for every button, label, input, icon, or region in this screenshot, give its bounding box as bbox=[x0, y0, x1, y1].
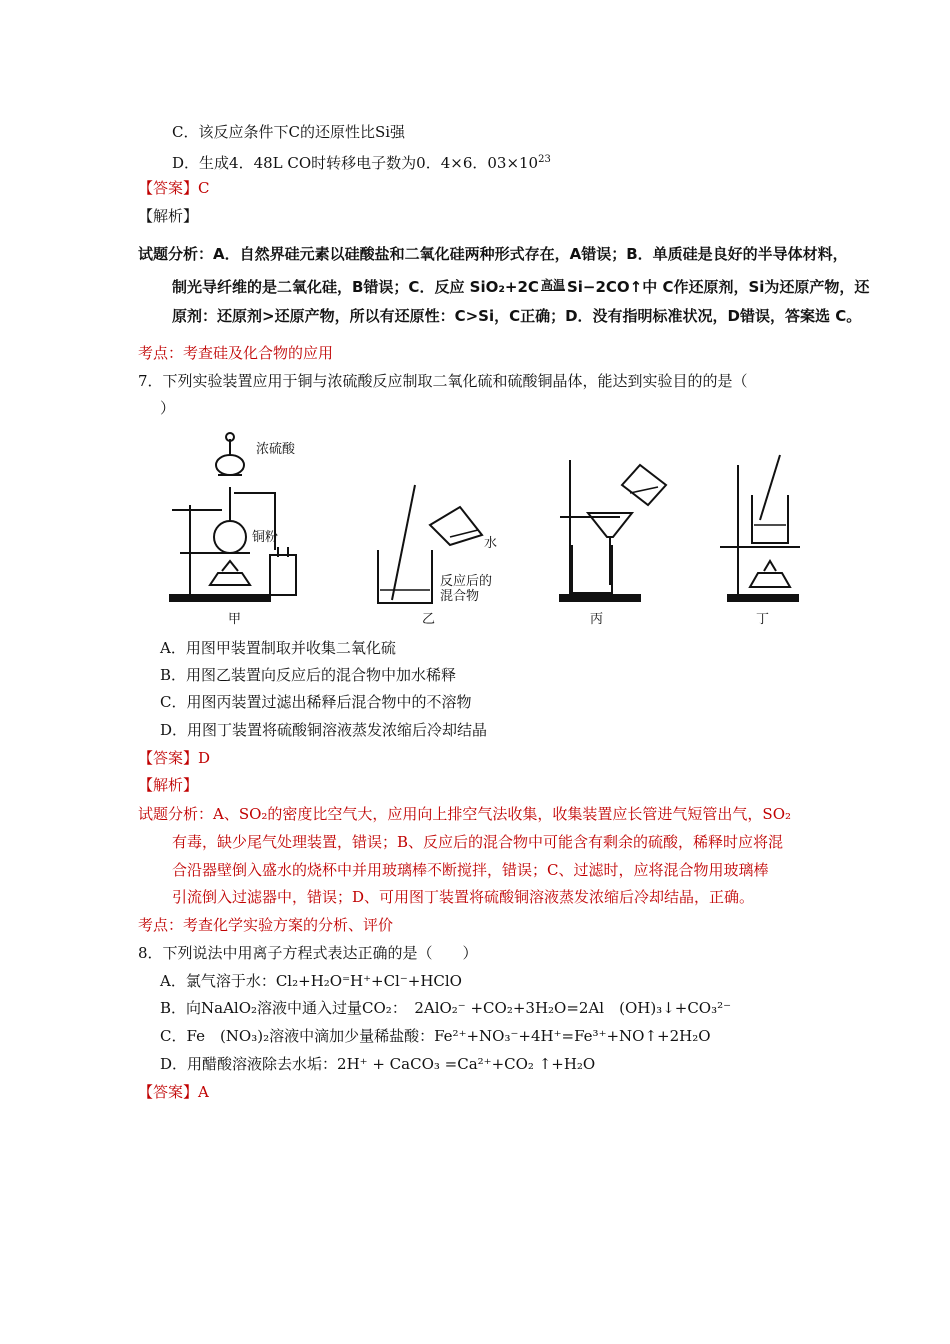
apparatus-jia bbox=[170, 433, 296, 601]
q7-analysis-line-1: 试题分析：A、SO₂的密度比空气大，应用向上排空气法收集，收集装置应长管进气短管出气，SO₂ bbox=[138, 805, 792, 823]
q7-analysis-line-3: 合沿器壁倒入盛水的烧杯中并用玻璃棒不断搅拌，错误；C、过滤时，应将混合物用玻璃棒 bbox=[172, 861, 769, 879]
q7-stem-line-2: ） bbox=[160, 399, 176, 417]
apparatus-bing bbox=[560, 460, 666, 601]
q7-point: 考点：考查化学实验方案的分析、评价 bbox=[138, 916, 394, 934]
apparatus-ding bbox=[720, 455, 800, 601]
q6-analysis-line-2-text: 制光导纤维的是二氧化硅，B错误；C．反应 SiO₂+2C bbox=[172, 278, 539, 296]
q7-option-b: B．用图乙装置向反应后的混合物中加水稀释 bbox=[160, 666, 457, 684]
q6-option-c: C．该反应条件下C的还原性比Si强 bbox=[172, 123, 406, 141]
q7-analysis-heading: 【解析】 bbox=[138, 776, 199, 794]
label-water: 水 bbox=[484, 536, 498, 551]
q7-analysis-line-2: 有毒，缺少尾气处理装置，错误；B、反应后的混合物中可能含有剩余的硫酸，稀释时应将混 bbox=[172, 833, 784, 851]
label-yi: 乙 bbox=[422, 612, 436, 627]
label-mixture-1: 反应后的 bbox=[440, 574, 493, 589]
q8-option-b: B．向NaAlO₂溶液中通入过量CO₂： 2AlO₂⁻ +CO₂+3H₂O=2Al (OH)₃↓+CO₃²⁻ bbox=[160, 999, 732, 1017]
q7-answer: 【答案】D bbox=[138, 749, 211, 767]
q7-analysis-line-4: 引流倒入过滤器中，错误；D、可用图丁装置将硫酸铜溶液蒸发浓缩后冷却结晶，正确。 bbox=[172, 888, 755, 906]
q6-analysis-line-1: 试题分析：A．自然界硅元素以硅酸盐和二氧化硅两种形式存在，A错误；B．单质硅是良好的半导体材料， bbox=[138, 245, 848, 263]
q6-option-d-exponent: 23 bbox=[538, 154, 551, 165]
label-ding: 丁 bbox=[756, 612, 770, 627]
q8-stem: 8．下列说法中用离子方程式表达正确的是（ ） bbox=[138, 944, 478, 962]
label-mixture-2: 混合物 bbox=[440, 589, 480, 604]
q8-option-d: D．用醋酸溶液除去水垢：2H⁺ + CaCO₃ =Ca²⁺+CO₂ ↑+H₂O bbox=[160, 1055, 596, 1073]
q6-analysis-line-2 bbox=[172, 275, 869, 297]
q8-answer: 【答案】A bbox=[138, 1083, 209, 1101]
q8-option-c: C．Fe (NO₃)₂溶液中滴加少量稀盐酸：Fe²⁺+NO₃⁻+4H⁺=Fe³⁺+NO↑+2H₂O bbox=[160, 1027, 711, 1045]
experiment-apparatus-figure bbox=[160, 425, 810, 635]
reaction-condition-high-temp: 高温 bbox=[540, 278, 565, 292]
q8-option-a: A．氯气溶于水：Cl₂+H₂O⁼H⁺+Cl⁻+HClO bbox=[160, 972, 462, 990]
q6-answer: 【答案】C bbox=[138, 179, 210, 197]
q7-option-d: D．用图丁装置将硫酸铜溶液蒸发浓缩后冷却结晶 bbox=[160, 721, 488, 739]
q7-option-c: C．用图丙装置过滤出稀释后混合物中的不溶物 bbox=[160, 693, 472, 711]
label-copper-powder: 铜粉 bbox=[252, 530, 279, 545]
q6-option-d-text: D．生成4．48L CO时转移电子数为0．4×6．03×10 bbox=[172, 154, 539, 172]
q7-stem-line-1: 7．下列实验装置应用于铜与浓硫酸反应制取二氧化硫和硫酸铜晶体，能达到实验目的的是（ bbox=[138, 372, 748, 390]
label-jia: 甲 bbox=[228, 612, 242, 627]
q6-analysis-line-3: 原剂：还原剂>还原产物，所以有还原性：C>Si，C正确；D．没有指明标准状况，D错误，答案选 C。 bbox=[172, 307, 862, 325]
label-conc-acid: 浓硫酸 bbox=[256, 442, 296, 457]
q6-analysis-heading: 【解析】 bbox=[138, 207, 199, 225]
q6-option-d bbox=[172, 150, 551, 173]
q7-option-a: A．用图甲装置制取并收集二氧化硫 bbox=[160, 639, 396, 657]
label-bing: 丙 bbox=[590, 612, 604, 627]
q6-point: 考点：考查硅及化合物的应用 bbox=[138, 344, 334, 362]
q6-analysis-line-2-rest: Si−2CO↑中 C作还原剂，Si为还原产物，还 bbox=[566, 278, 870, 296]
